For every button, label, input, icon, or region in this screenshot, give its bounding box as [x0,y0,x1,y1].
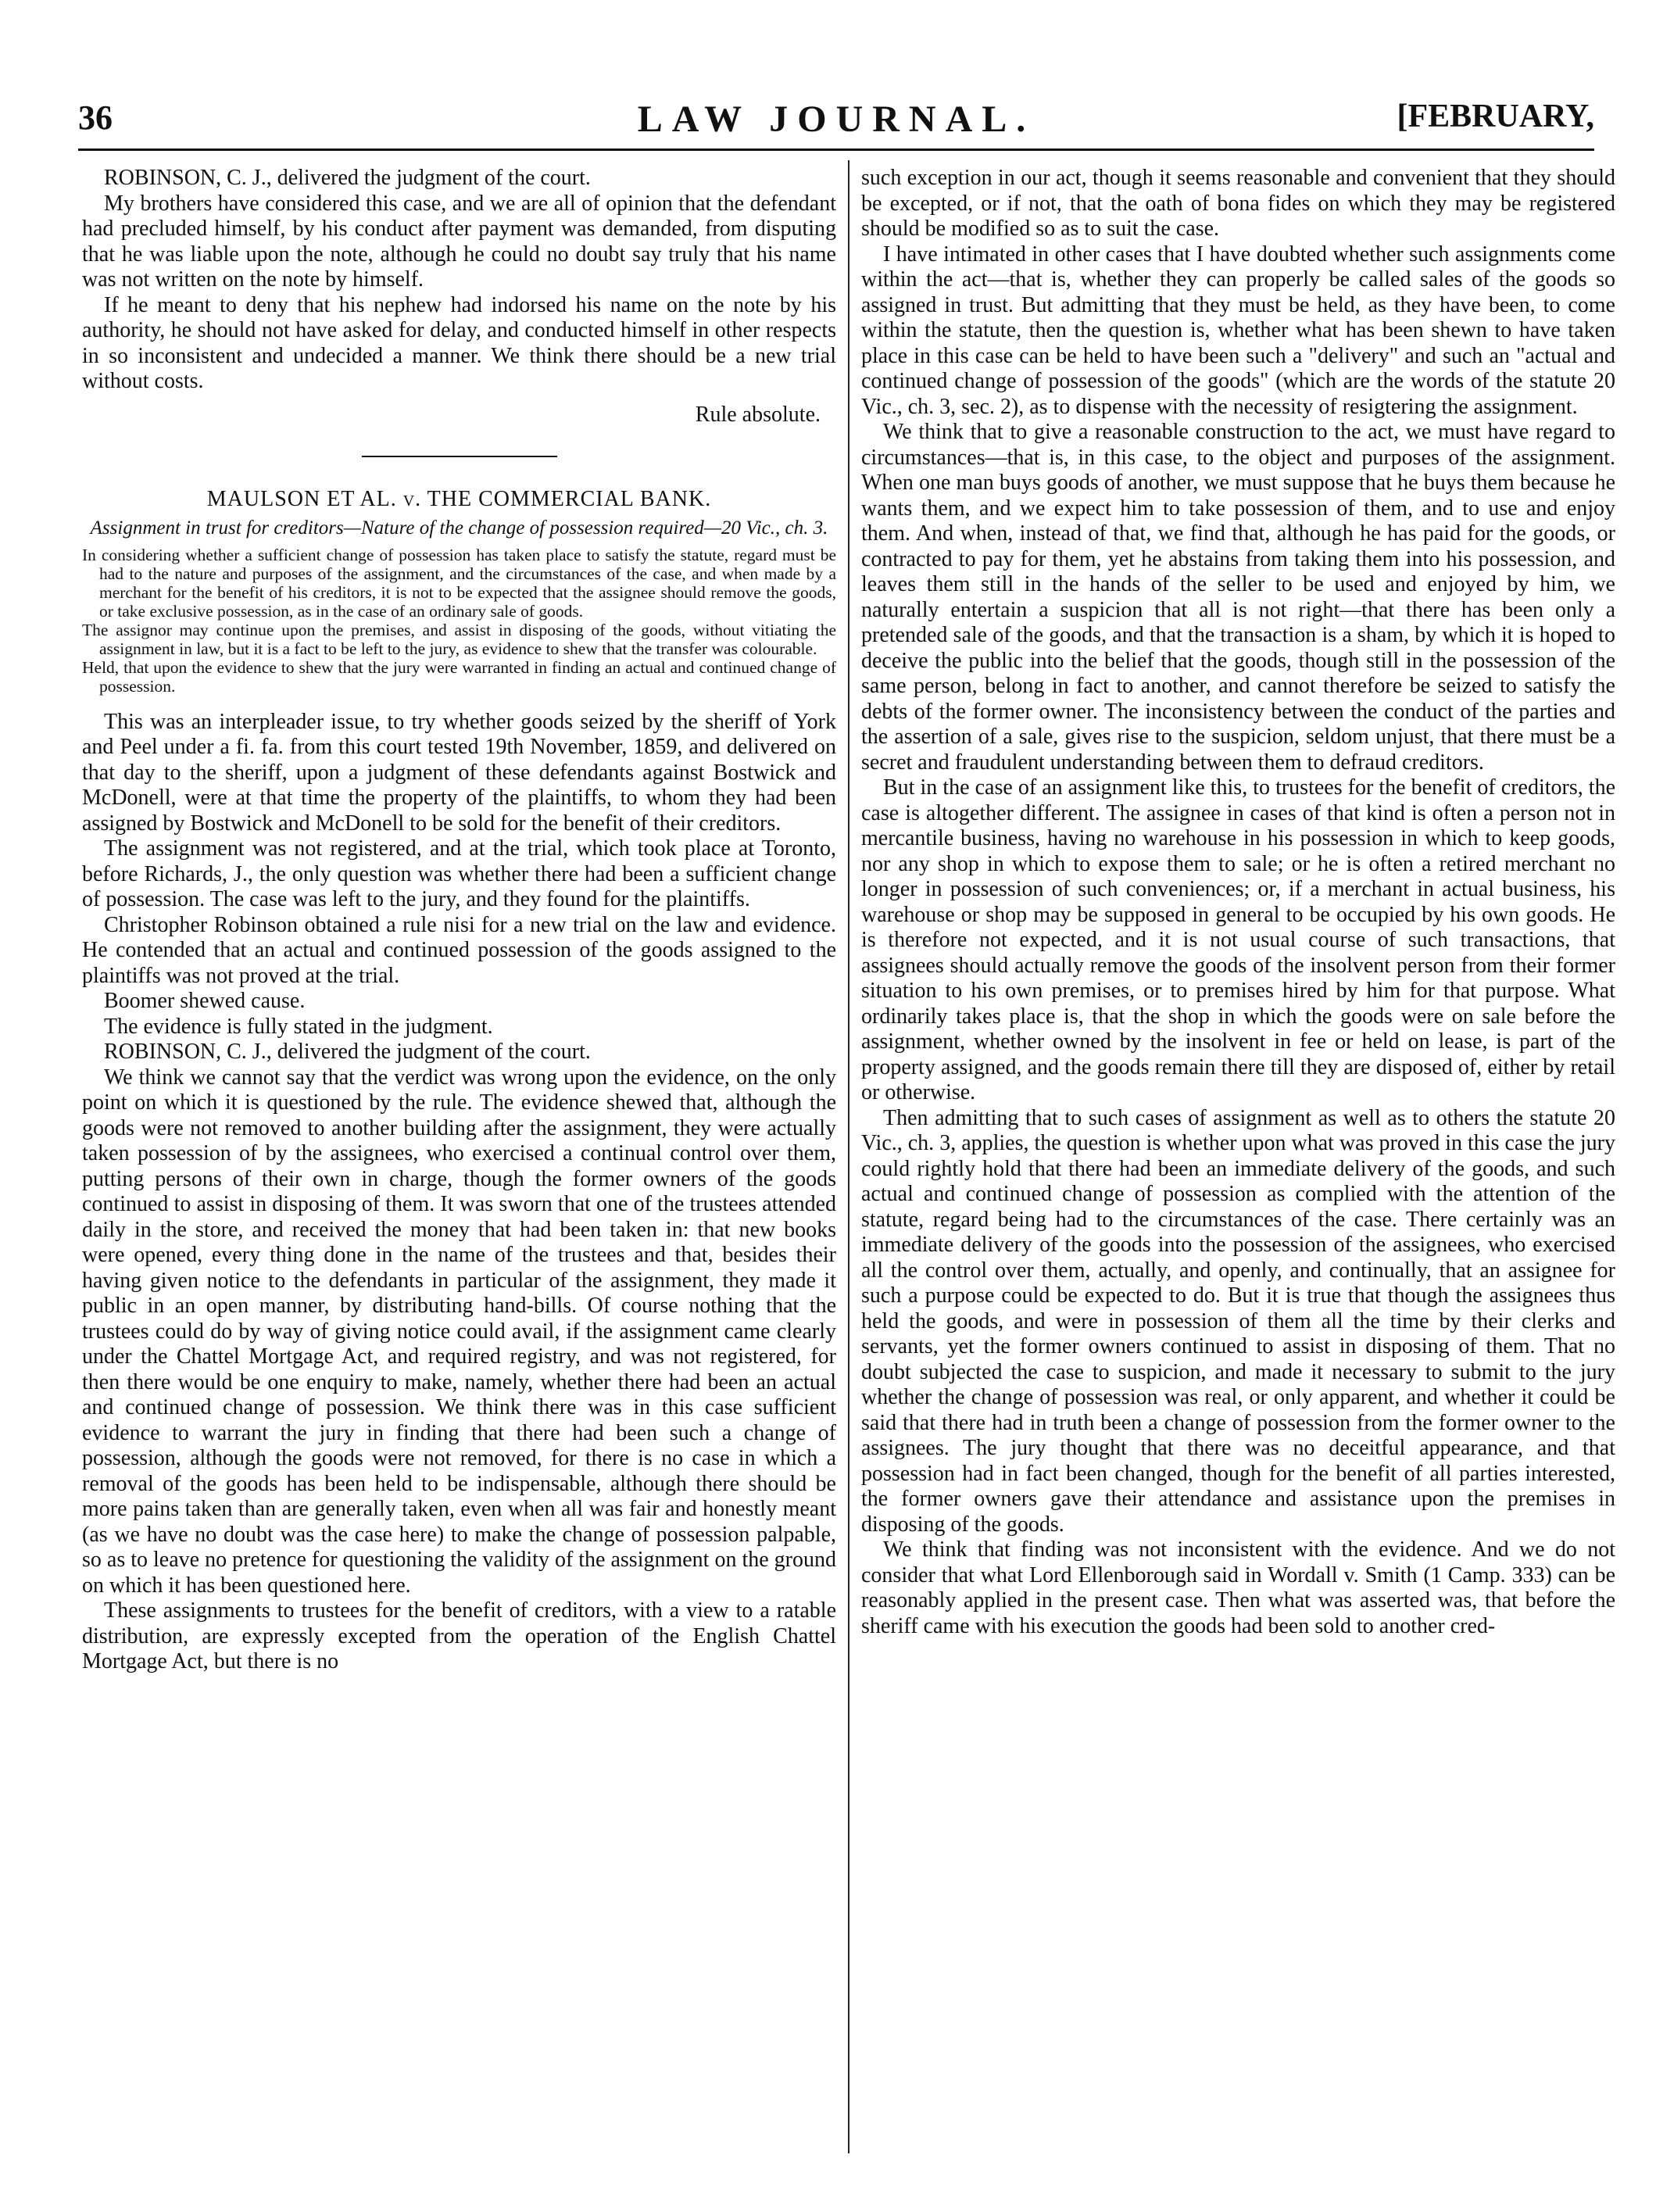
paragraph: We think that finding was not inconsistent with the evidence. And we do not consider that what Lord Ellenborough said in Wordall v. Smith (1 Camp. 333) can be reasonably applied in the present case. Then what was asserted was, that before the sheriff came with his execution the goods had been sold to another cred- [861,1537,1615,1638]
syllabus-item: The assignor may continue upon the premises, and assist in disposing of the goods, without vitiating the assignment in law, but it is a fact to be left to the jury, as evidence to shew that the transfer was colourable. [82,620,836,658]
paragraph: ROBINSON, C. J., delivered the judgment of the court. [104,166,591,190]
paragraph: These assignments to trustees for the benefit of creditors, with a view to a ratable distribution, are expressly excepted from the operation of the English Chattel Mortgage Act, but there is no [82,1598,836,1673]
paragraph: The assignment was not registered, and at the trial, which took place at Toronto, before Richards, J., the only question was whether there had been a sufficient change of possession. The case was left to the jury, and they found for the plaintiffs. [82,836,836,911]
page-number: 36 [78,98,113,137]
header-rule [78,149,1594,151]
paragraph: The evidence is fully stated in the judgment. [104,1014,493,1039]
headnote: Assignment in trust for creditors—Nature of the change of possession required—20 Vic., ch. 3. [90,517,828,539]
rule-absolute: Rule absolute. [695,402,821,427]
paragraph: But in the case of an assignment like this, to trustees for the benefit of creditors, the case is altogether different. The assignee in cases of that kind is often a person not in mercantile business, having no warehouse in his possession in which to keep goods, nor any shop in which to expose them to sale; or he is often a retired merchant no longer in possession of such conveniences; or, if a merchant in actual business, his warehouse or shop may be supposed in general to be occupied by his own goods. He is therefore not expected, and it is not usual course of such transactions, that assignees should actually remove the goods of the insolvent person from their former situation to his own premises, or to premises hired by him for that purpose. What ordinarily takes place is, that the shop in which the goods were on sale before the assignment, whether owned by the insolvent in fee or held on lease, is part of the property assigned, and the goods remain there till they are disposed of, either by retail or otherwise. [861,775,1615,1104]
paragraph: Then admitting that to such cases of assignment as well as to others the statute 20 Vic., ch. 3, applies, the question is whether upon what was proved in this case the jury could rightly hold that there had been an immediate delivery of the goods, and such actual and continued change of possession as complied with the attention of the statute, regard being had to the circumstances of the case. There certainly was an immediate delivery of the goods into the possession of the assignees, who exercised all the control over them, actually, and openly, and continually, that an assignee for such a purpose could be expected to do. But it is true that though the assignees thus held the goods, and were in possession of them all the time by their clerks and servants, yet the former owners continued to assist in disposing of them. That no doubt subjected the case to suspicion, and made it necessary to submit to the jury whether the change of possession was real, or only apparent, and whether it could be said that there had in truth been a change of possession from the former owner to the assignees. The jury thought that there was no deceitful appearance, and that possession had in fact been changed, though for the benefit of all parties interested, the former owners gave their attendance and assistance upon the premises in disposing of the goods. [861,1105,1615,1537]
paragraph: If he meant to deny that his nephew had indorsed his name on the note by his authority, he should not have asked for delay, and conducted himself in other respects in so inconsistent and undecided a manner. We think there should be a new trial without costs. [82,292,836,393]
syllabus-item: Held, that upon the evidence to shew that the jury were warranted in finding an actual and continued change of possession. [82,657,836,696]
paragraph: We think that to give a reasonable construction to the act, we must have regard to circumstances—that is, in this case, to the object and purposes of the assignment. When one man buys goods of another, we must suppose that he buys them because he wants them, and we expect him to take possession of them, and to use and enjoy them. And when, instead of that, we find that, although he has paid for the goods, or contracted to pay for them, yet he abstains from taking them into his possession, and leaves them still in the hands of the seller to be used and enjoyed by him, we naturally entertain a suspicion that all is not right—that there has been only a pretended sale of the goods, and that the transaction is a sham, by which it is hoped to deceive the public into the belief that the goods, though still in the possession of the same person, belong in fact to another, and cannot therefore be seized to satisfy the debts of the former owner. The inconsistency between the conduct of the parties and the assertion of a sale, gives rise to the suspicion, seldom unjust, that there must be a secret and fraudulent understanding between them to defraud creditors. [861,420,1615,775]
page-header [78,98,1594,145]
left-column [82,166,836,1675]
syllabus [82,546,836,696]
paragraph: My brothers have considered this case, and we are all of opinion that the defendant had precluded himself, by his conduct after payment was demanded, from disputing that he was liable upon the note, although he could no doubt say truly that his name was not written on the note by himself. [82,191,836,292]
paragraph: I have intimated in other cases that I have doubted whether such assignments come within the act—that is, whether they can properly be called sales of the goods so assigned in trust. But admitting that they must be held, as they have been, to come within the statute, then the question is, whether what has been shewn to have taken place in this case can be held to have been such a "delivery" and such an "actual and continued change of possession of the goods" (which are the words of the statute 20 Vic., ch. 3, sec. 2), as to dispense with the necessity of resigtering the assignment. [861,242,1615,419]
paragraph: We think we cannot say that the verdict was wrong upon the evidence, on the only point on which it is questioned by the rule. The evidence shewed that, although the goods were not removed to another building after the assignment, they were actually taken possession of by the assignees, who exercised a continual control over them, putting persons of their own in charge, though the former owners of the goods continued to assist in disposing of them. It was sworn that one of the trustees attended daily in the store, and received the money that had been taken in: that new books were opened, every thing done in the name of the trustees and that, besides their having given notice to the defendants in particular of the assignment, they made it public in an open manner, by distributing hand-bills. Of course nothing that the trustees could do by way of giving notice could avail, if the assignment came clearly under the Chattel Mortgage Act, and required registry, and was not registered, for then there would be one enquiry to make, namely, whether there had been an actual and continued change of possession. We think there was in this case sufficient evidence to warrant the jury in finding that there had been such a change of possession, although the goods were not removed, for there is no case in which a removal of the goods has been held to be indispensable, although there should be more pains taken than are generally taken, even when all was fair and honestly meant (as we have no doubt was the case here) to make the change of possession palpable, so as to leave no pretence for questioning the validity of the assignment on the ground on which it has been questioned here. [82,1065,836,1598]
paragraph: Boomer shewed cause. [104,989,306,1013]
right-column [861,166,1615,1639]
case-title: MAULSON ET AL. v. THE COMMERCIAL BANK. [206,487,712,511]
month-heading: [FEBRUARY, [1397,98,1594,134]
section-separator [362,456,557,457]
paragraph: This was an interpleader issue, to try whether goods seized by the sheriff of York and Peel under a fi. fa. from this court tested 19th November, 1859, and delivered on that day to the sheriff, upon a judgment of these defendants against Bostwick and McDonell, were at that time the property of the plaintiffs, to whom they had been assigned by Bostwick and McDonell to be sold for the benefit of their creditors. [82,709,836,836]
journal-title: LAW JOURNAL. [637,98,1035,140]
syllabus-item: In considering whether a sufficient change of possession has taken place to satisfy the statute, regard must be had to the nature and purposes of the assignment, and the circumstances of the case, and when made by a merchant for the benefit of his creditors, it is not to be expected that the assignee should remove the goods, or take exclusive possession, as in the case of an ordinary sale of goods. [82,545,836,621]
column-divider [848,160,849,2153]
paragraph: Christopher Robinson obtained a rule nisi for a new trial on the law and evidence. He contended that an actual and continued possession of the goods assigned to the plaintiffs was not proved at the trial. [82,912,836,988]
paragraph: such exception in our act, though it seems reasonable and convenient that they should be excepted, or if not, that the oath of bona fides on which they may be registered should be modified so as to suit the case. [861,166,1615,241]
paragraph: ROBINSON, C. J., delivered the judgment of the court. [104,1040,591,1064]
